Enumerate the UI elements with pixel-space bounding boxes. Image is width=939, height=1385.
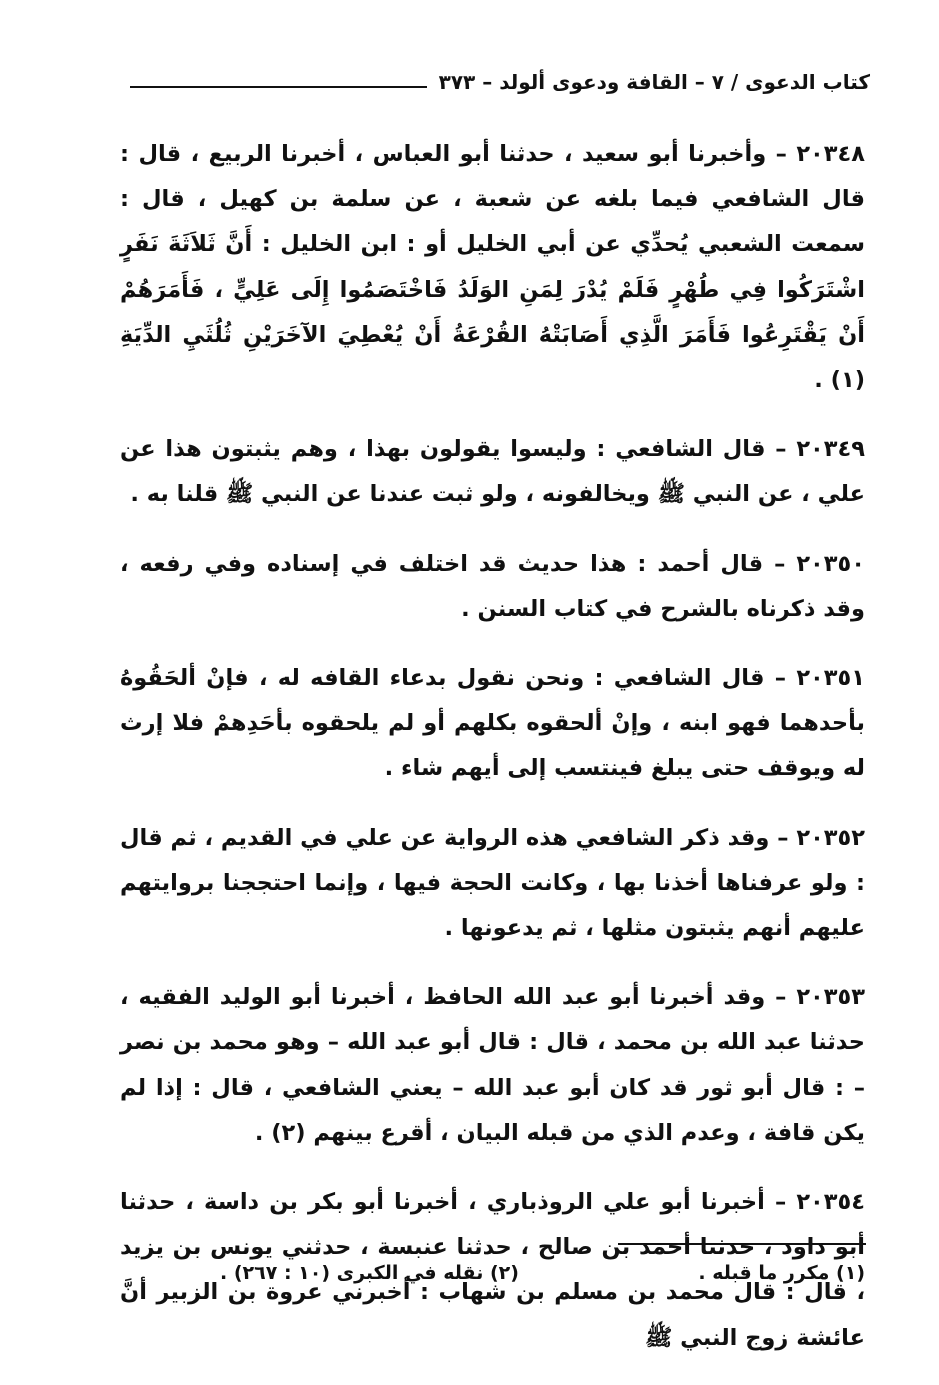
paragraph-text: أخبرنا أبو علي الروذباري ، أخبرنا أبو بكر بن داسة ، حدثنا أبو داود ، حدثنا أحمد بن صالح ، حدثنا عنبسة ، حدثني يونس بن يزيد ، قال : قال محمد بن مسلم بن شهاب : أخبرني عروة بن الزبير أنَّ عائشة زوج النبي ﷺ xyxy=(120,1189,865,1351)
paragraph-number: ٢٠٣٥٤ – xyxy=(764,1189,865,1216)
running-title: كتاب الدعوى / ٧ – القافة ودعوى ألولد – ٣٧٣ xyxy=(438,70,870,94)
paragraph-20353 xyxy=(120,975,865,1156)
paragraph-20352 xyxy=(120,816,865,952)
paragraph-text: وقد أخبرنا أبو عبد الله الحافظ ، أخبرنا أبو الوليد الفقيه ، حدثنا عبد الله بن محمد ، قال : قال أبو عبد الله – وهو محمد بن نصر – : قال أبو ثور قد كان أبو عبد الله – يعني الشافعي ، قال : إذا لم يكن قافة ، وعدم الذي من قبله البيان ، أقرع بينهم (٢) . xyxy=(120,984,865,1146)
paragraph-20348 xyxy=(120,132,865,403)
footnotes xyxy=(220,1262,865,1298)
paragraph-20350 xyxy=(120,542,865,632)
paragraph-text: وقد ذكر الشافعي هذه الرواية عن علي في القديم ، ثم قال : ولو عرفناها أخذنا بها ، وكانت الحجة فيها ، وإنما احتججنا بروايتهم عليهم أنهم يثبتون مثلها ، ثم يدعونها . xyxy=(120,824,865,942)
header-rule xyxy=(130,86,427,88)
page-header xyxy=(130,62,870,102)
paragraph-number: ٢٠٣٥٠ – xyxy=(763,550,865,577)
footnote-separator xyxy=(618,1243,866,1245)
footnote-1: (١) مكرر ما قبله . xyxy=(698,1262,865,1284)
paragraph-number: ٢٠٣٥٢ – xyxy=(769,824,866,851)
paragraph-text: قال الشافعي : وليسوا يقولون بهذا ، وهم يثبتون هذا عن علي ، عن النبي ﷺ ويخالفونه ، ولو ثبت عندنا عن النبي ﷺ قلنا به . xyxy=(120,436,865,508)
paragraph-number: ٢٠٣٥١ – xyxy=(764,665,865,692)
paragraph-20349 xyxy=(120,427,865,517)
paragraph-text: وأخبرنا أبو سعيد ، حدثنا أبو العباس ، أخبرنا الربيع ، قال : قال الشافعي فيما بلغه عن شعبة ، عن سلمة بن كهيل ، قال : سمعت الشعبي يُحدِّي عن أبي الخليل أو : ابن الخليل : أَنَّ ثَلاَثَةَ نَفَرٍ اشْتَرَكُوا فِي طُهْرٍ فَلَمْ يُدْرَ لِمَنِ الوَلَدُ فَاخْتَصَمُوا إِلَى عَلِيٍّ ، فَأَمَرَهُمْ أَنْ يَقْتَرِعُوا فَأَمَرَ الَّذِي أَصَابَتْهُ القُرْعَةُ أَنْ يُعْطِيَ الآخَرَيْنِ ثُلُثَيِ الدِّيَةِ (١) . xyxy=(120,141,865,394)
paragraph-number: ٢٠٣٤٨ – xyxy=(766,141,865,167)
body-text xyxy=(120,132,865,1385)
paragraph-text: قال الشافعي : ونحن نقول بدعاء القافه له ، فإنْ ألحَقُوهُ بأحدهما فهو ابنه ، وإنْ ألحقوه بكلهم أو لم يلحقوه بأحَدِهمْ فلا إرث له ويوقف حتى يبلغ فينتسب إلى أيهم شاء . xyxy=(120,665,865,782)
paragraph-20351 xyxy=(120,656,865,792)
paragraph-text: قال أحمد : هذا حديث قد اختلف في إسناده وفي رفعه ، وقد ذكرناه بالشرح في كتاب السنن . xyxy=(120,550,865,622)
paragraph-number: ٢٠٣٥٣ – xyxy=(765,984,865,1011)
paragraph-number: ٢٠٣٤٩ – xyxy=(765,436,865,463)
footnote-2: (٢) نقله في الكبرى (١٠ : ٢٦٧) . xyxy=(220,1262,519,1284)
